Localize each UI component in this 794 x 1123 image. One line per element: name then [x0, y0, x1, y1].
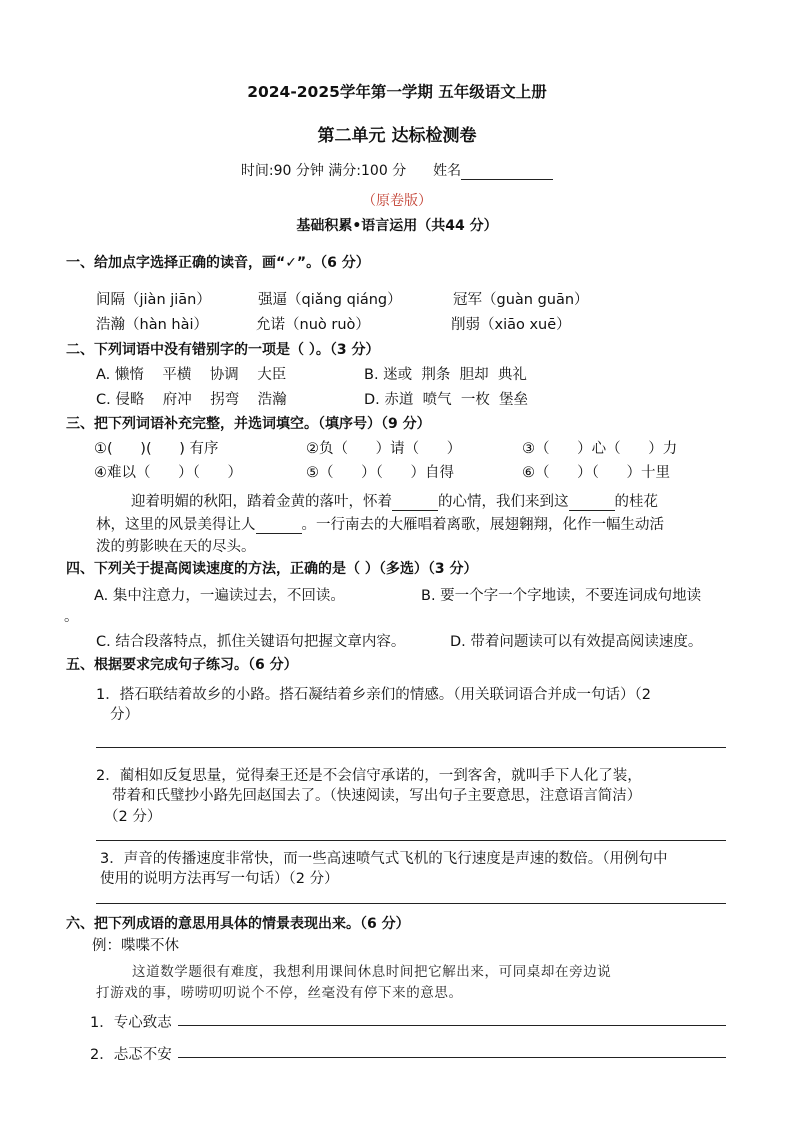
q5-sentence-3-cont: 使用的说明方法再写一句话）（2 分） — [100, 871, 339, 887]
q3-word-6[interactable]: ⑥（ ）（ ）十里 — [522, 465, 671, 481]
q3-blank-2[interactable] — [569, 494, 615, 511]
q2-option-c[interactable]: C. 侵略 府冲 拐弯 浩瀚 — [96, 392, 287, 408]
q1-item-4[interactable]: 浩瀚（hàn hài） — [96, 317, 208, 333]
q6-item-2: 2．忐忑不安 — [90, 1047, 172, 1063]
q6-answer-line-2[interactable] — [178, 1057, 726, 1058]
q4-option-a[interactable]: A. 集中注意力，一遍读过去，不回读。 — [94, 588, 345, 604]
q1-heading: 一、给加点字选择正确的读音，画“✓”。（6 分） — [66, 255, 370, 271]
q5-answer-line-2[interactable] — [96, 840, 726, 841]
q4-option-b[interactable]: B. 要一个字一个字地读，不要连词成句地读 — [421, 588, 702, 604]
q2-heading: 二、下列词语中没有错别字的一项是（ ）。（3 分） — [66, 342, 380, 358]
q3-word-4[interactable]: ④难以（ ）（ ） — [94, 465, 243, 481]
q3-passage-line-2: 林，这里的风景美得让人 。一行南去的大雁唱着离歌，展翅翱翔，化作一幅生动活 — [96, 517, 664, 533]
q4-heading: 四、下列关于提高阅读速度的方法，正确的是（ ）（多选）（3 分） — [66, 561, 478, 577]
version-label: （原卷版） — [362, 193, 432, 209]
exam-title: 2024-2025学年第一学期 五年级语文上册 — [247, 83, 547, 101]
q5-sentence-2-score: （2 分） — [104, 809, 162, 825]
q5-sentence-2-cont: 带着和氏璧抄小路先回赵国去了。（快速阅读，写出句子主要意思，注意语言简洁） — [112, 788, 642, 804]
q4-option-b-tail: 。 — [64, 609, 79, 625]
q5-sentence-3: 3．声音的传播速度非常快，而一些高速喷气式飞机的飞行速度是声速的数倍。（用例句中 — [100, 851, 668, 867]
q6-heading: 六、把下列成语的意思用具体的情景表现出来。（6 分） — [66, 916, 410, 932]
part-title: 基础积累•语言运用（共44 分） — [296, 218, 498, 234]
q3-word-5[interactable]: ⑤（ ）（ ）自得 — [306, 465, 455, 481]
q6-example-line-1: 这道数学题很有难度，我想利用课间休息时间把它解出来，可同桌却在旁边说 — [132, 964, 612, 980]
q5-answer-line-1[interactable] — [96, 747, 726, 748]
q6-example-line-2: 打游戏的事，唠唠叨叨说个不停，丝毫没有停下来的意思。 — [96, 985, 463, 1001]
q5-sentence-1: 1．搭石联结着故乡的小路。搭石凝结着乡亲们的情感。（用关联词语合并成一句话）（2 — [96, 687, 651, 703]
q1-item-2[interactable]: 强逼（qiǎng qiáng） — [258, 292, 402, 308]
q4-option-d[interactable]: D. 带着问题读可以有效提高阅读速度。 — [450, 634, 703, 650]
q1-item-1[interactable]: 间隔（jiàn jiān） — [96, 292, 211, 308]
exam-meta — [0, 160, 794, 180]
q3-blank-3[interactable] — [256, 517, 302, 534]
name-label: 姓名 — [433, 163, 462, 179]
q2-option-a[interactable]: A. 懒惰 平横 协调 大臣 — [96, 367, 287, 383]
q3-passage-line-1: 迎着明媚的秋阳，踏着金黄的落叶，怀着 的心情，我们来到这 的桂花 — [131, 494, 658, 510]
q3-blank-1[interactable] — [392, 494, 438, 511]
q3-heading: 三、把下列词语补充完整，并选词填空。（填序号）（9 分） — [66, 416, 431, 432]
q3-word-2[interactable]: ②负（ ）请（ ） — [306, 441, 462, 457]
q5-answer-line-3[interactable] — [96, 903, 726, 904]
q5-sentence-1-cont: 分） — [110, 707, 139, 723]
q2-option-d[interactable]: D. 赤道 喷气 一枚 堡垒 — [364, 392, 529, 408]
unit-title: 第二单元 达标检测卷 — [317, 126, 477, 146]
q3-word-1[interactable]: ①( )( ) 有序 — [94, 441, 219, 457]
q3-word-3[interactable]: ③（ ）心（ ）力 — [522, 441, 678, 457]
time-score: 时间:90 分钟 满分:100 分 — [240, 163, 407, 179]
q1-item-5[interactable]: 允诺（nuò ruò） — [256, 317, 370, 333]
q1-item-3[interactable]: 冠军（guàn guān） — [453, 292, 589, 308]
q6-answer-line-1[interactable] — [178, 1025, 726, 1026]
q2-option-b[interactable]: B. 迷或 荆条 胆却 典礼 — [364, 367, 527, 383]
name-blank[interactable] — [461, 163, 553, 180]
q6-example-label: 例：喋喋不休 — [92, 938, 179, 954]
q3-passage-line-3: 泼的剪影映在天的尽头。 — [96, 539, 256, 555]
q4-option-c[interactable]: C. 结合段落特点，抓住关键语句把握文章内容。 — [96, 634, 406, 650]
q5-heading: 五、根据要求完成句子练习。（6 分） — [66, 657, 298, 673]
q5-sentence-2: 2．蔺相如反复思量，觉得秦王还是不会信守承诺的，一到客舍，就叫手下人化了装， — [96, 768, 642, 784]
q6-item-1: 1．专心致志 — [90, 1015, 172, 1031]
q1-item-6[interactable]: 削弱（xiāo xuē） — [451, 317, 571, 333]
